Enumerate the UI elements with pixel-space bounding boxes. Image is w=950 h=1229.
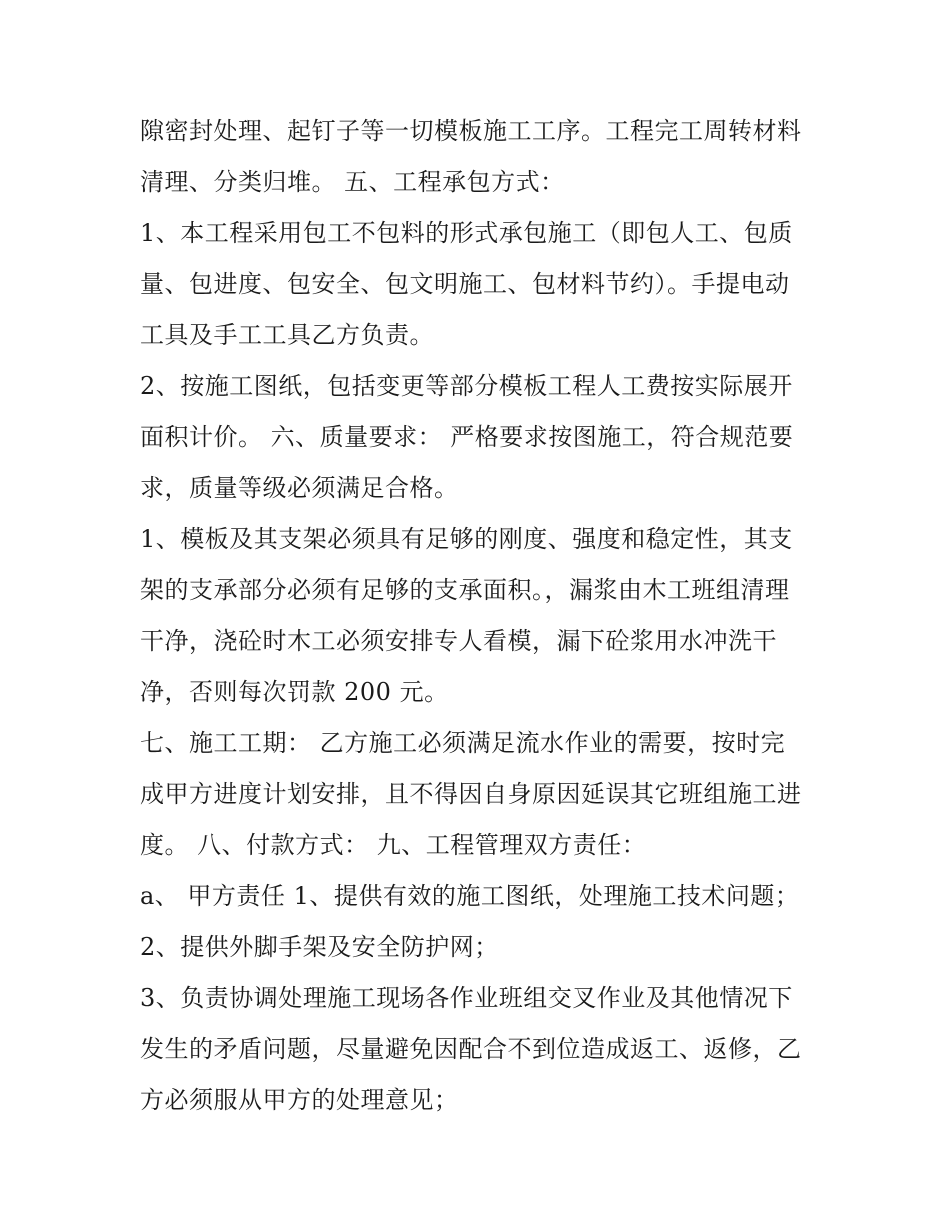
text-line: 净，否则每次罚款 200 元。 (140, 678, 449, 706)
text-line: 清理、分类归堆。 五、工程承包方式： (140, 168, 565, 196)
text-line: 面积计价。 六、质量要求： 严格要求按图施工，符合规范要 (140, 423, 794, 451)
text-line: 工具及手工工具乙方负责。 (140, 321, 434, 349)
text-line: 2、提供外脚手架及安全防护网； (140, 933, 499, 961)
text-line: 量、包进度、包安全、包文明施工、包材料节约）。手提电动 (140, 270, 790, 298)
text-line: 1、模板及其支架必须具有足够的刚度、强度和稳定性，其支 (140, 525, 793, 553)
text-line: 七、施工工期： 乙方施工必须满足流水作业的需要，按时完 (140, 729, 786, 757)
text-line: 2、按施工图纸，包括变更等部分模板工程人工费按实际展开 (140, 372, 793, 400)
text-line: 度。 八、付款方式： 九、工程管理双方责任： (140, 831, 647, 859)
text-line: a、 甲方责任 1、提供有效的施工图纸，处理施工技术问题； (140, 882, 800, 910)
text-line: 发生的矛盾问题，尽量避免因配合不到位造成返工、返修，乙 (140, 1035, 802, 1063)
text-line: 隙密封处理、起钉子等一切模板施工工序。工程完工周转材料 (140, 117, 802, 145)
text-line: 1、本工程采用包工不包料的形式承包施工（即包人工、包质 (140, 219, 793, 247)
text-line: 干净，浇砼时木工必须安排专人看模，漏下砼浆用水冲洗干 (140, 627, 777, 655)
text-line: 成甲方进度计划安排，且不得因自身原因延误其它班组施工进 (140, 780, 802, 808)
document-body (140, 106, 820, 1126)
text-line: 架的支承部分必须有足够的支承面积。，漏浆由木工班组清理 (140, 576, 790, 604)
text-line: 求，质量等级必须满足合格。 (140, 474, 459, 502)
text-line: 3、负责协调处理施工现场各作业班组交叉作业及其他情况下 (140, 984, 793, 1012)
text-line: 方必须服从甲方的处理意见； (140, 1086, 459, 1114)
